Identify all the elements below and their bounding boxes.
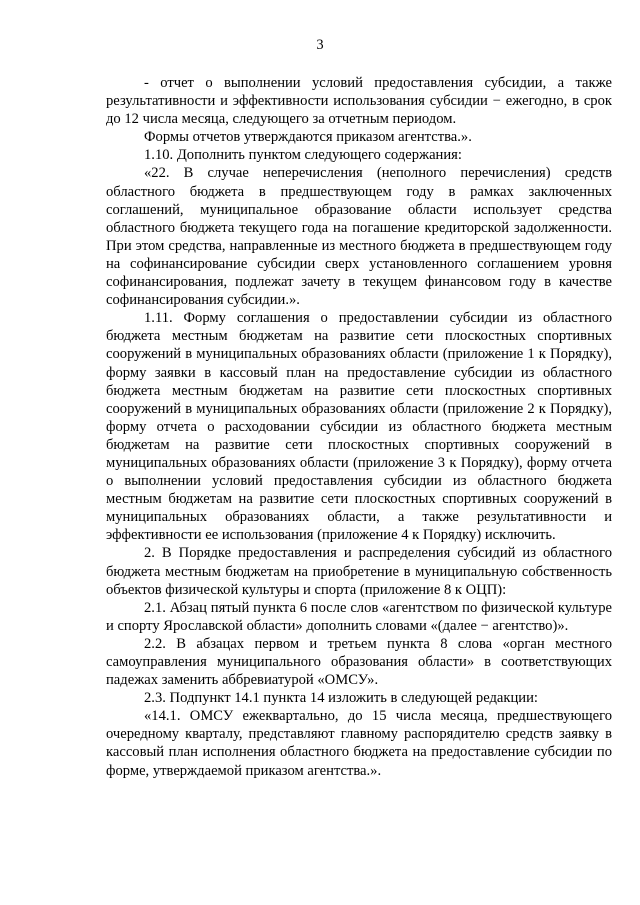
paragraph-1-10: 1.10. Дополнить пунктом следующего содержания: bbox=[144, 147, 462, 164]
paragraph-item-22: «22. В случае неперечисления (неполного перечисления) средств областного бюджета в предшествующем году в рамках заключенных соглашений, муниципальное образование области использует средства областного бюджета текущего года на погашение кредиторской задолженности. При этом средства, направленные из местного бюджета в предшествующем году на софинансирование субсидии сверх установленного соглашением уровня софинансирования, подлежат зачету в текущем финансовом году в качестве софинансирования субсидии.». bbox=[106, 165, 612, 309]
paragraph-report-forms: Формы отчетов утверждаются приказом агентства.». bbox=[144, 129, 472, 146]
paragraph-14-1: «14.1. ОМСУ ежеквартально, до 15 числа месяца, предшествующего очередному кварталу, представляют главному распорядителю средств заявку в кассовый план исполнения областного бюджета на предоставление субсидии по форме, утверждаемой приказом агентства.». bbox=[106, 708, 612, 779]
paragraph-2-2: 2.2. В абзацах первом и третьем пункта 8 слова «орган местного самоуправления муниципального образования области» в соответствующих падежах заменить аббревиатурой «ОМСУ». bbox=[106, 635, 612, 689]
paragraph-1-11: 1.11. Форму соглашения о предоставлении субсидии из областного бюджета местным бюджетам на развитие сети плоскостных спортивных сооружений в муниципальных образованиях области (приложение 1 к Порядку), форму заявки в кассовый план на предоставление субсидии из областного бюджета местным бюджетам на развитие сети плоскостных спортивных сооружений в муниципальных образованиях области (приложение 2 к Порядку), форму отчета о расходовании субсидии из областного бюджета местным бюджетам на развитие сети плоскостных спортивных сооружений в муниципальных образованиях области (приложение 3 к Порядку), форму отчета о выполнении условий предоставления субсидии из областного бюджета местным бюджетам на развитие сети плоскостных спортивных сооружений в муниципальных образованиях области, а также результативности и эффективности ее использования (приложение 4 к Порядку) исключить. bbox=[106, 310, 612, 544]
page-number: 3 bbox=[316, 37, 324, 53]
paragraph-report-item: - отчет о выполнении условий предоставления субсидии, а также результативности и эффективности использования субсидии − ежегодно, в срок до 12 числа месяца, следующего за отчетным периодом. bbox=[106, 75, 612, 128]
paragraph-2-1: 2.1. Абзац пятый пункта 6 после слов «агентством по физической культуре и спорту Ярославской области» дополнить словами «(далее − агентство)». bbox=[106, 599, 612, 634]
paragraph-2-3: 2.3. Подпункт 14.1 пункта 14 изложить в следующей редакции: bbox=[144, 690, 538, 707]
document-body bbox=[106, 74, 612, 780]
paragraph-2: 2. В Порядке предоставления и распределения субсидий из областного бюджета местным бюджетам на приобретение в муниципальную собственность объектов физической культуры и спорта (приложение 8 к ОЦП): bbox=[106, 545, 612, 598]
